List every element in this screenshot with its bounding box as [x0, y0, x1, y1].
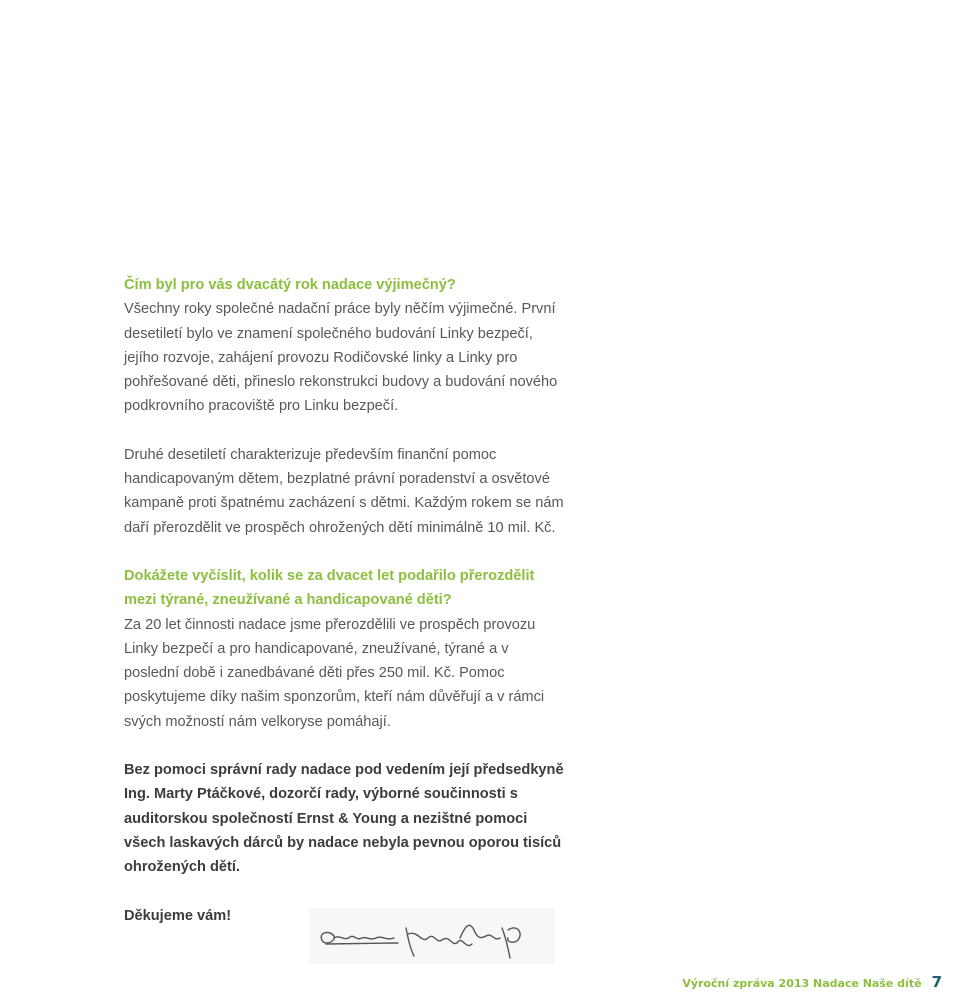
answer-paragraph: Všechny roky společné nadační práce byly něčím výjimečné. První desetiletí bylo ve znamení společného budování Linky bezpečí, jejího rozvoje, zahájení provozu Rodičovské linky a Linky pro pohřešované děti, přineslo rekonstrukci budovy a budování nového podkrovního pracoviště pro Linku bezpečí. — [124, 301, 558, 415]
handwritten-signature-image — [310, 908, 555, 964]
acknowledgement-paragraph: Bez pomoci správní rady nadace pod vedením její předsedkyně Ing. Marty Ptáčkové, dozorčí rady, výborné součinnosti s auditorskou společností Ernst & Young a nezištné pomoci všech laskavých dárců by nadace nebyla pevnou oporou tisíců ohrožených dětí. — [124, 762, 564, 876]
question-heading: Čím byl pro vás dvacátý rok nadace výjimečný? — [124, 277, 456, 293]
question-heading: Dokážete vyčíslit, kolik se za dvacet let podařilo přerozdělit mezi týrané, zneužívané a handicapované děti? — [124, 567, 535, 609]
page-footer — [682, 973, 942, 991]
footer-title: Výroční zpráva 2013 Nadace Naše dítě — [682, 977, 922, 990]
page-number: 7 — [931, 973, 942, 991]
thanks-text: Děkujeme vám! — [124, 907, 232, 924]
article-body — [124, 273, 564, 928]
answer-paragraph: Druhé desetiletí charakterizuje především finanční pomoc handicapovaným dětem, bezplatné právní poradenství a osvětové kampaně proti špatnému zacházení s dětmi. Každým rokem se nám daří přerozdělit ve prospěch ohrožených dětí minimálně 10 mil. Kč. — [124, 446, 564, 536]
answer-paragraph: Za 20 let činnosti nadace jsme přerozdělili ve prospěch provozu Linky bezpečí a pro handicapované, zneužívané, týrané a v poslední době i zanedbávané děti přes 250 mil. Kč. Pomoc poskytujeme díky našim sponzorům, kteří nám důvěřují a v rámci svých možností nám velkoryse pomáhají. — [124, 616, 545, 730]
